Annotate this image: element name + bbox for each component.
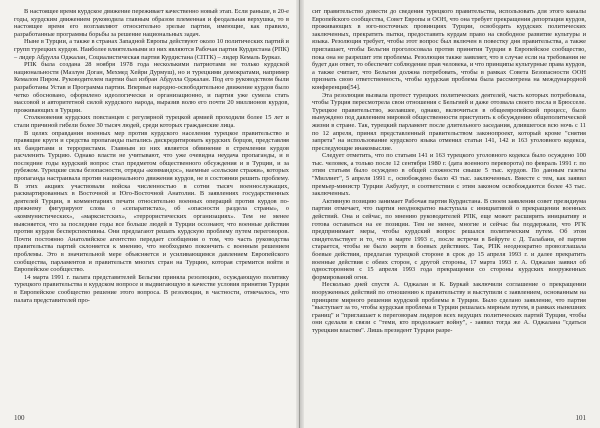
left-paragraph-3: РПК была создана 28 ноября 1978 года несколькими патриотами не только курдской национальности (Мазлум Доган, Мехмед Хейри Дурмуш), но и турецкими демократами, например Кемалом Пиром. Руководителем партии был избран Абдулла Оджалан. Под его руководством были разработаны Устав и Программа партии. Впервые народно-освободительное движение курдов было четко обосновано, оформлено идеологически и организационно, и партия уже сумела стать массовой и авторитетной силой курдского народа, выразив волю его почти 20 миллионов курдов, проживающих в Турции. (14, 61, 289, 114)
right-paragraph-1: сит правительство довести до сведения турецкого правительства, использовать для этого каналы Европейского сообщества, Совет Европы и ООН, что она требует прекращения депортации курдов, проживающих в юго-восточных провинциях Турции, освободить курдских политических заключенных, прекратить пытки, предоставить курдам право на свободное развитие культуры и языка. Резолюция требует, чтобы этот вопрос был включен в повестку дня правительства, а также приглашает, чтобы Бельгия проголосовала против принятия Турции в Европейское сообщество, пока она не разрешит эти проблемы. Резолюция также заявляет, что в случае если на требования не будет дан ответ, то обеспечит соблюдение прав человека, и что принципы культурные права курдов, а также считает, что Бельгия должна потребовать, чтобы в рамках Совета Безопасности ООН признать свою ответственность, чтобы курдская проблема была рассмотрена на международной конференции[54]. (312, 8, 586, 91)
left-paragraph-6: 14 марта 1991 г. палата представителей Бельгии приняла резолюцию, осуждающую политику турецкого правительства в курдском вопросе и выдвигающую в качестве условия принятия Турции в Европейское сообщество решение этого вопроса. В резолюции, в частности, отмечалось, что палата представителей про- (14, 273, 289, 304)
left-page-text (14, 8, 289, 304)
right-page (300, 0, 600, 428)
left-paragraph-5: В целях оправдания военных мер против курдского населения турецкое правительство и правящие круги и средства пропаганды пытались дискредитировать курдских борцов, представляя их бандитами и террористами. Главным из них является обвинение в стремлении курдов расчленить Турцию. Однако власти не учитывают, что уже очевидна неудача пропаганды, и в последние годы курдский вопрос стал предметом общественного обсуждения и в Турции, и за рубежом. Турецкие силы безопасности, отряды «коммандос», наемные «сельские стражи», которых пропаганда настраивала против национального движения курдов, не в состоянии решить проблему. В этих акциях участвовали войска численностью в сотни тысяч военнослужащих, расквартированных в Восточной и Юго-Восточной Анатолии. В заявлениях государственных деятелей Турции, в комментариях печати относительно военных операций против курдов по-прежнему фигурируют слова о «сепаратистах», об «опасности раздела страны», о «коммунистических», «марксистских», «террористических организациях». Тем не менее выясняется, что за последние годы все больше людей в Турции осознают, что военные действия против курдов бесперспективны. Они предлагают решать курдскую проблему путем переговоров. Почти постоянно Анатолийское агентство передает сообщения о том, что часть руководства правительства партий склоняется к мнению, что необходимо покончить с военным решением проблемы. Это в значительной мере объясняется и усиливающимся давлением Европейского сообщества, парламентов и правительств многих стран на Турцию, которая стремится войти в Европейское сообщество. (14, 129, 289, 274)
left-paragraph-1: В настоящее время курдское движение переживает качественно новый этап. Если раньше, в 20-е годы, курдским движением руководила главным образом племенная и феодальная верхушка, то в настоящее время его возглавляют относительно зрелые партии, имеющие, как правило, разработанные программы борьбы за решение национальных задач. (14, 8, 289, 38)
left-page-number: 100 (14, 414, 25, 422)
left-paragraph-2: Ныне в Турции, а также в странах Западной Европы действуют около 10 политических партий и групп турецких курдов. Наиболее влиятельными из них являются Рабочая партия Курдистана (РПК) – лидер Абдулла Оджалан, Социалистическая партия Курдистана (СПТК) – лидер Кемаль Бурказ. (14, 38, 289, 61)
right-paragraph-2: Эта резолюция вызвала протест турецких политических деятелей, часть которых потребовала, чтобы Турция пересмотрела свои отношения с Бельгией и даже отозвала своего посла в Брюсселе. Турецкое правительство, желавшее, однако, включиться в общеевропейский процесс, было вынуждено под давлением мировой общественности приступить к обсуждению общеполитической жизни в стране. Так, турецкий парламент после длительного заседания, длившегося всю ночь с 11 по 12 апреля, принял представленный правительством законопроект, который кроме "снятия запрета" на использование курдского языка отменил статьи 141, 142 и 163 уголовного кодекса, преследующие инакомыслие. (312, 91, 586, 152)
right-paragraph-4: Активную позицию занимает Рабочая партия Курдистана. В своем заявлении совет президиума партии отмечает, что партия неоднократно выступала с инициативой о прекращении военных действий. Она и сейчас, по мнению руководителей РПК, еще может расширить инициативу и готова оставаться на ее позиции. Тем не менее, многие и сейчас бы поддержали, что РГК предпринимает меры, чтобы курдский вопрос решался политическим путем. Об этом свидетельствует и то, что в марте 1993 г., после встречи в Бейруте с Д. Талабани, её партия старается, чтобы не было жертв в боевых действиях. Так, РПК неоднократно провозглашала боевые действия, предлагая турецкой стороне в срок до 15 апреля 1993 г. и далее прекратить военные действия с обеих сторон, с другой стороны, 17 марта 1993 г. А. Оджалан заявил об одностороннем с 15 апреля 1993 года прекращении со стороны курдских вооруженных формирований огня. (312, 197, 586, 281)
right-paragraph-3: Следует отметить, что по статьям 141 и 163 турецкого уголовного кодекса было осуждено 100 тыс. человек, а только после 12 сентября 1980 г. (дата военного переворота) по февраль 1991 г. по этим статьям было осуждено в общей сложности свыше 5 тыс. курдов. По данным газеты "Миллиет", 5 апреля 1991 г., освобождено было 43 тыс. заключенных. Вместе с тем, как заявил премьер-министр Турции Акбулут, в соответствии с этим законом освобождаются более 43 тыс. заключенных. (312, 152, 586, 198)
right-page-text (312, 8, 586, 335)
right-paragraph-5: Несколько дней спустя А. Оджалан и К. Буркай заключили соглашение о прекращении вооруженных действий по отношению к правительству и выступили с заявлением, основанным на принципе мирного решения курдской проблемы в Турции. Было сделано заявление, что партия "выступает за то, чтобы курдская проблема в Турции решалась мирным путем, в рамках нынешних границ" и "приглашает к переговорам лидеров всех ведущих политических партий Турции, чтобы они сделали в связи с "теми, кто продолжает войну", - заявил тогда же А. Оджалана "сдаться турецким властям". Лишь президент Турции разре- (312, 281, 586, 334)
right-page-number: 101 (575, 414, 586, 422)
left-paragraph-4: Столкновения курдских повстанцев с регулярной турецкой армией проходили более 15 лет и стали причиной гибели более 30 тысяч людей, среди которых гражданские лица. (14, 114, 289, 129)
